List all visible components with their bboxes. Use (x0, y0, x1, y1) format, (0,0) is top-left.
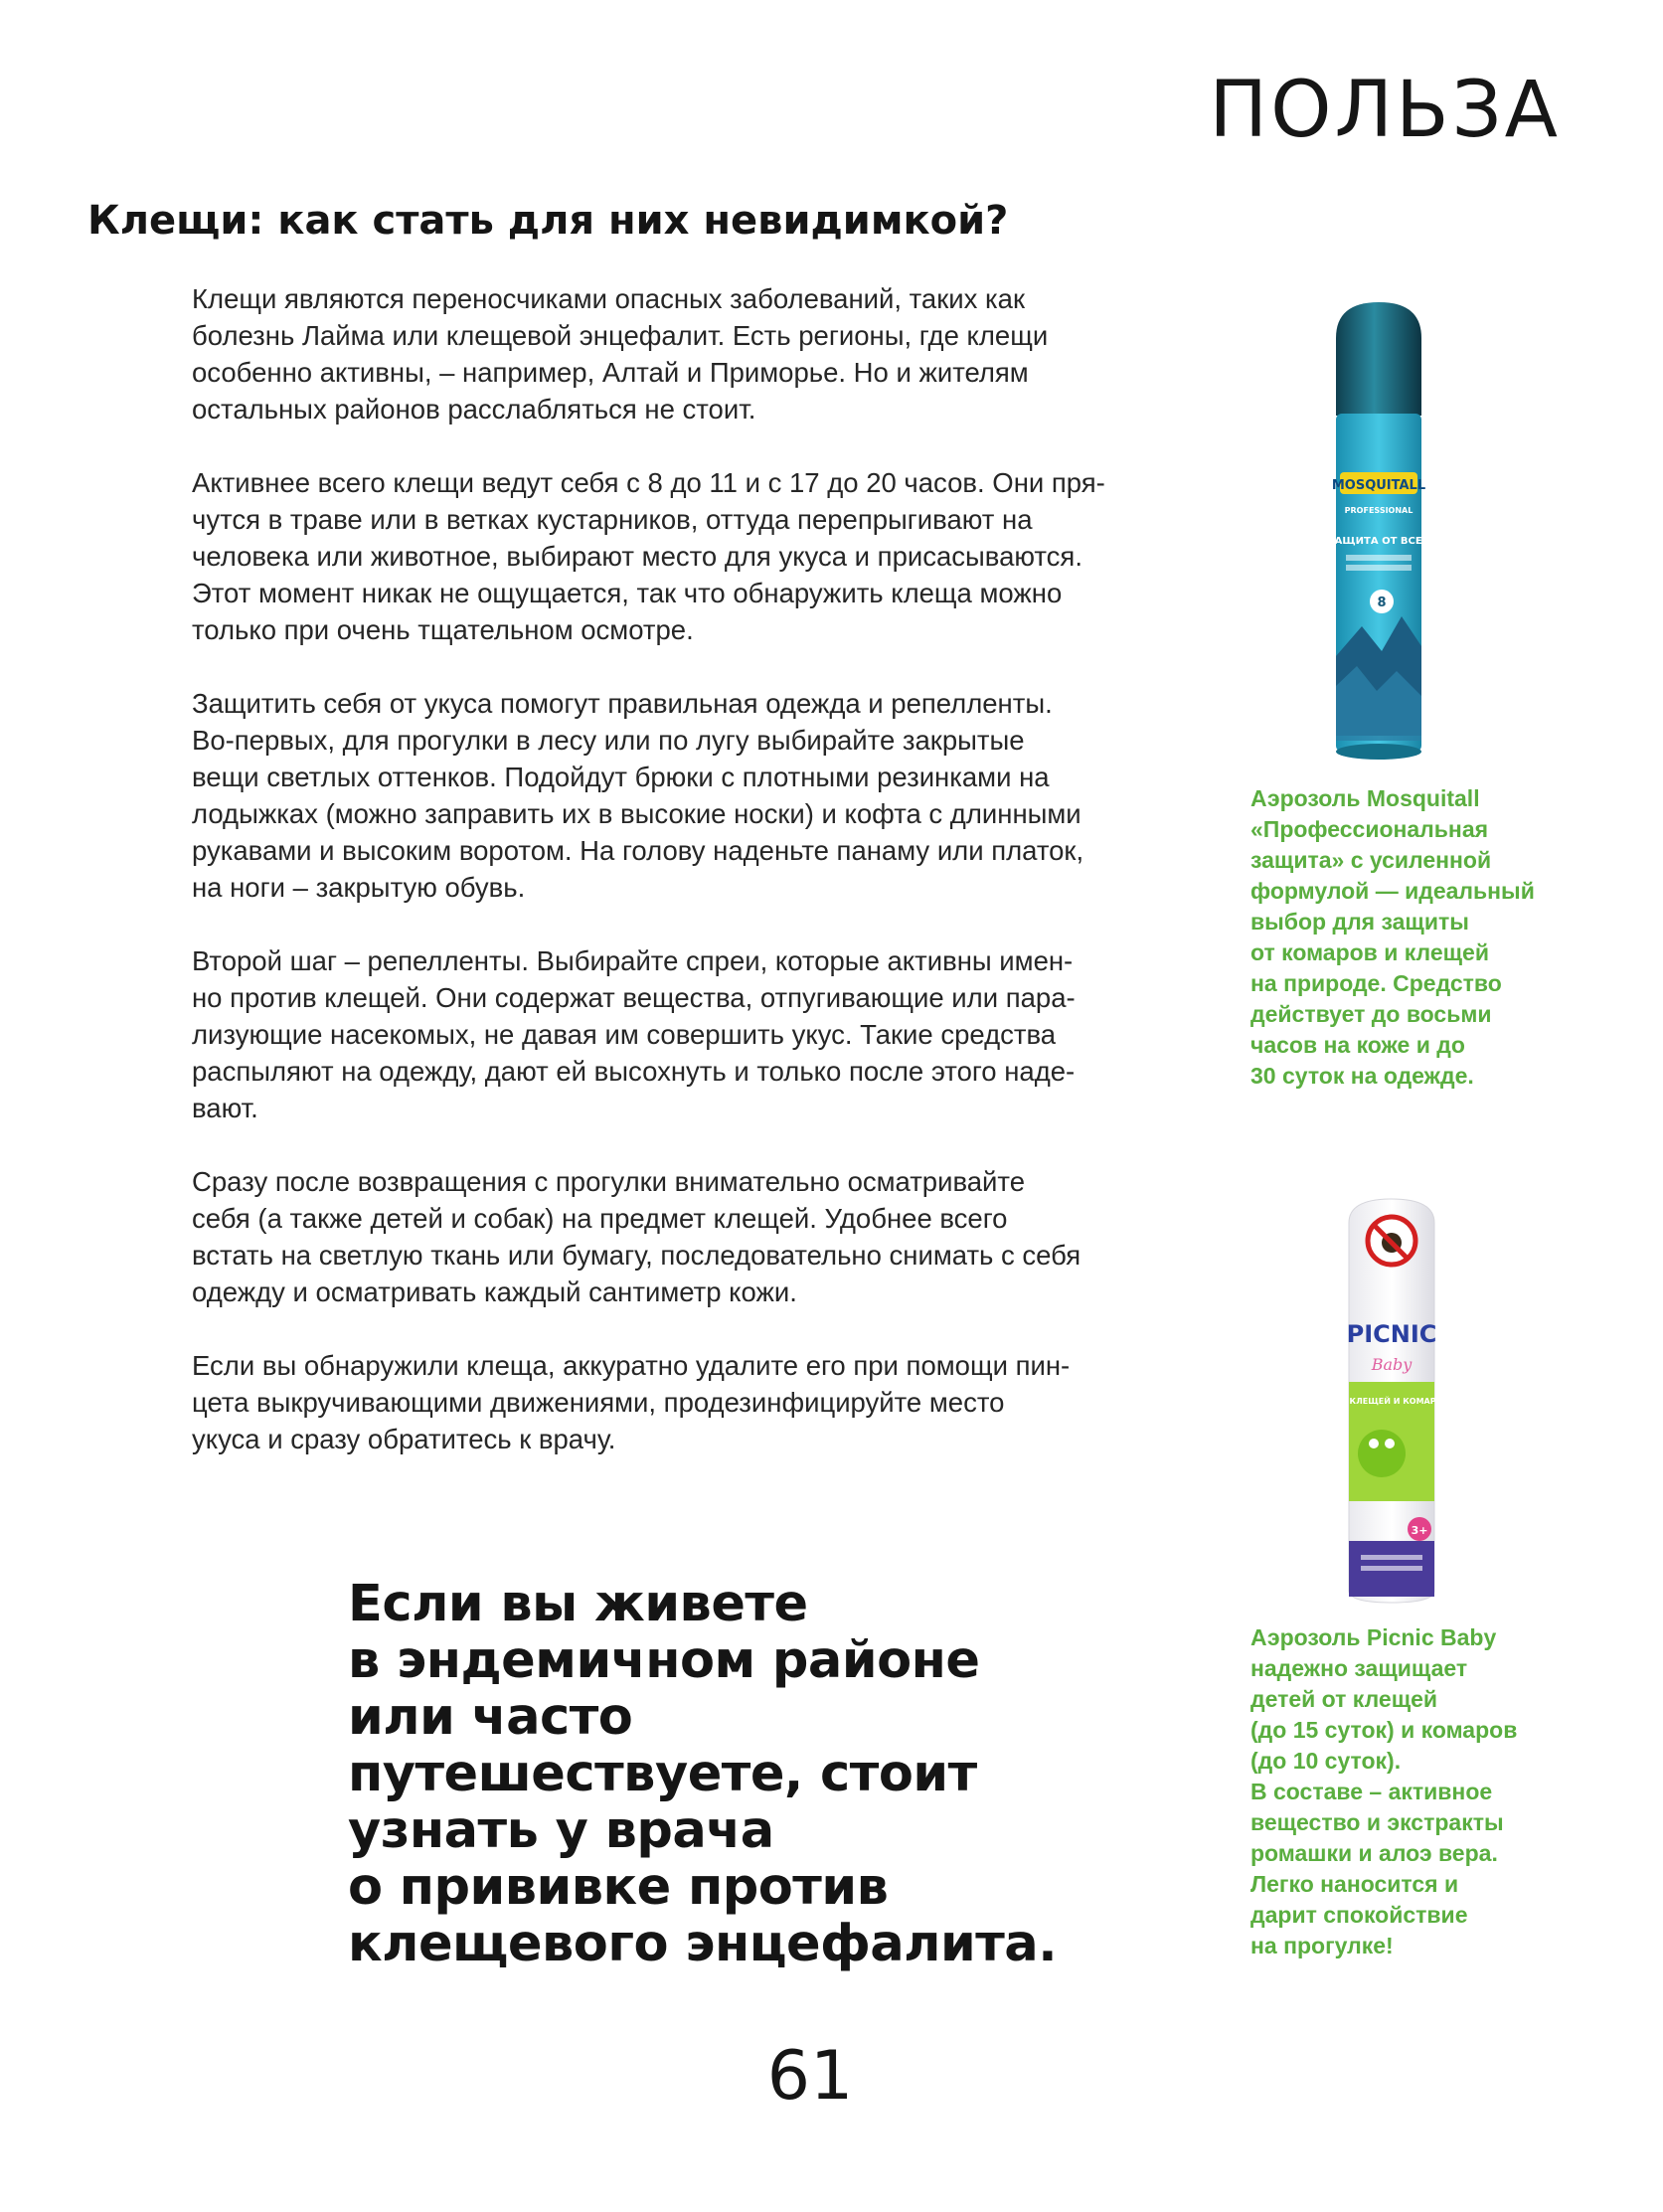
svg-text:8: 8 (1377, 596, 1387, 610)
mosquitall-caption: Аэрозоль Mosquitall «Профессиональная защита» с усиленной формулой — идеальный выбор для защиты от комаров и клещей на природе. Средство действует до восьми часов на коже и до 30 суток на одежде. (1250, 785, 1535, 1089)
page-number: 61 (766, 2037, 854, 2116)
article-title: Клещи: как стать для них невидимкой? (87, 198, 1009, 244)
picnic-main-text: ОТ КЛЕЩЕЙ И КОМАРОВ (1334, 1397, 1449, 1406)
mosquitall-can (1322, 298, 1436, 766)
pull-quote: Если вы живете в эндемичном районе или часто путешествуете, стоит узнать у врача о прививке против клещевого энцефалита. (348, 1575, 1058, 1973)
paragraph: Сразу после возвращения с прогулки внимательно осматривайте себя (а также детей и собак) на предмет клещей. Удобнее всего встать на светлую ткань или бумагу, последовательно снимать с себя одежду и осматривать каждый сантиметр кожи. (192, 1166, 1081, 1307)
picnic-sub-text: Baby (1371, 1355, 1413, 1374)
picnic-baby-caption: Аэрозоль Picnic Baby надежно защищает детей от клещей (до 15 суток) и комаров (до 10 суток). В составе – активное вещество и экстракты ромашки и алоэ вера. Легко наносится и дарит спокойствие на прогулке! (1250, 1624, 1518, 1958)
mosquitall-brand-text: MOSQUITALL (1331, 478, 1426, 493)
article-body (192, 280, 1156, 1494)
mosquitall-product-image (1322, 298, 1436, 766)
picnic-brand-text: PICNIC (1346, 1320, 1437, 1348)
paragraph: Клещи являются переносчиками опасных заболеваний, таких как болезнь Лайма или клещевой энцефалит. Есть регионы, где клещи особенно активны, – например, Алтай и Приморье. Но и жителям остальных районов расслабляться не стоит. (192, 283, 1049, 425)
picnic-age-badge: 3+ (1411, 1524, 1428, 1537)
paragraph: Защитить себя от укуса помогут правильная одежда и репелленты. Во-первых, для прогулки в лесу или по лугу выбирайте закрытые вещи светлых оттенков. Подойдут брюки с плотными резинками на лодыжках (можно заправить их в высокие носки) и кофта с длинными рукавами и высоким воротом. На голову наденьте панаму или платок, на ноги – закрытую обувь. (192, 688, 1084, 903)
paragraph: Второй шаг – репелленты. Выбирайте спреи, которые активны имен- но против клещей. Они содержат вещества, отпугивающие или пара- лизующие насекомых, не давая им совершить укус. Такие средства распыляют на одежду, дают ей высохнуть и только после этого наде- вают. (192, 945, 1076, 1123)
mosquitall-line-text: PROFESSIONAL (1344, 506, 1414, 515)
picnic-baby-can (1327, 1193, 1456, 1611)
mosquitall-main-text: ЗАЩИТА ОТ ВСЕХ (1327, 536, 1430, 547)
picnic-baby-product-image (1327, 1193, 1456, 1611)
paragraph: Если вы обнаружили клеща, аккуратно удалите его при помощи пин- цета выкручивающими движениями, продезинфицируйте место укуса и сразу обратитесь к врачу. (192, 1350, 1071, 1454)
paragraph: Активнее всего клещи ведут себя с 8 до 11 и с 17 до 20 часов. Они пря- чутся в траве или в ветках кустарников, оттуда перепрыгивают на человека или животное, выбирают место для укуса и присасываются. Этот момент никак не ощущается, так что обнаружить клеща можно только при очень тщательном осмотре. (192, 467, 1105, 645)
section-label: ПОЛЬЗА (1209, 66, 1561, 155)
